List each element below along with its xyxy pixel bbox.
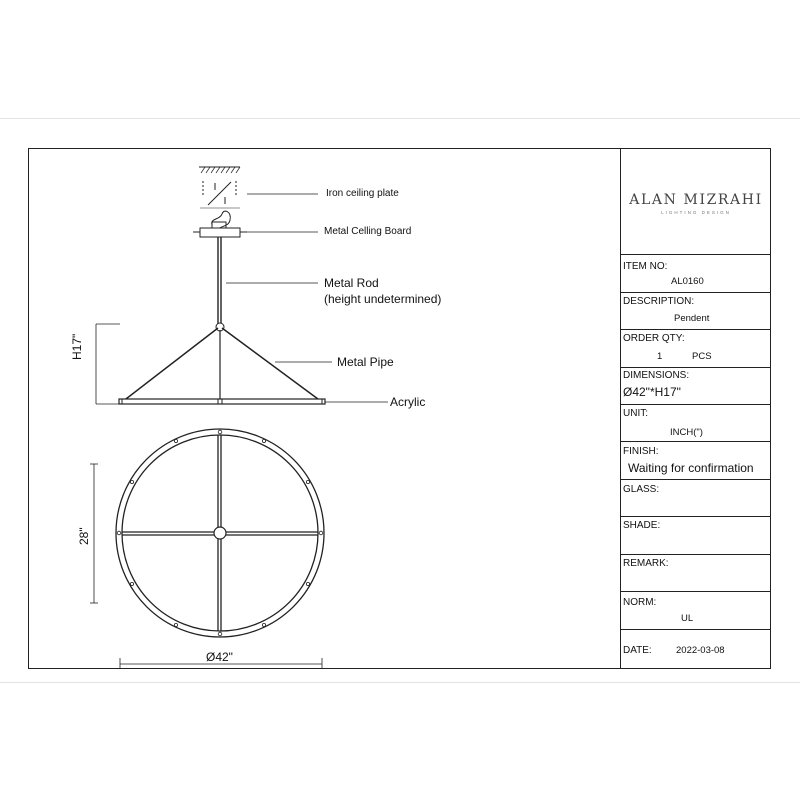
- callout-ceiling-board: Metal Celling Board: [324, 226, 412, 237]
- tb-line: [620, 516, 771, 517]
- tb-line: [620, 441, 771, 442]
- diameter-label: Ø42": [206, 650, 233, 664]
- order-qty-value: 1: [657, 351, 663, 362]
- unit-value: INCH("): [670, 427, 703, 438]
- order-qty-label: ORDER QTY:: [623, 333, 685, 344]
- norm-value: UL: [681, 613, 694, 624]
- date-value: 2022-03-08: [676, 645, 725, 656]
- shade-label: SHADE:: [623, 520, 661, 531]
- tb-line: [620, 554, 771, 555]
- brand-logo: ALAN MIZRAHI: [629, 192, 763, 208]
- finish-label: FINISH:: [623, 446, 659, 457]
- glass-label: GLASS:: [623, 484, 660, 495]
- callout-rod: Metal Rod: [324, 276, 379, 290]
- item-no-label: ITEM NO:: [623, 261, 668, 272]
- plan-view: [116, 429, 324, 637]
- tb-line: [620, 629, 771, 630]
- tb-line: [620, 479, 771, 480]
- ceiling-board: [200, 228, 240, 237]
- dimensions-label: DIMENSIONS:: [623, 370, 690, 381]
- tb-line: [620, 254, 771, 255]
- ring-height-dimension: [90, 464, 98, 603]
- brand-tagline: LIGHTING DESIGN: [661, 210, 731, 215]
- description-value: Pendent: [674, 313, 710, 324]
- height-dimension: [96, 324, 120, 404]
- tb-line: [620, 367, 771, 368]
- wire-connector: [212, 211, 231, 228]
- callout-acrylic: Acrylic: [390, 395, 426, 409]
- iron-ceiling-plate: [200, 181, 240, 208]
- callout-iron-plate: Iron ceiling plate: [326, 188, 399, 199]
- ceiling-hatch: [199, 167, 240, 173]
- callout-rod-note: (height undetermined): [324, 292, 442, 306]
- description-label: DESCRIPTION:: [623, 296, 695, 307]
- ring-height-label: 28": [77, 527, 91, 545]
- callout-pipe: Metal Pipe: [337, 355, 394, 369]
- tb-line: [620, 404, 771, 405]
- metal-pipe-left: [122, 328, 218, 402]
- date-label: DATE:: [623, 645, 652, 656]
- dimensions-value: Ø42"*H17": [623, 385, 681, 399]
- tb-line: [620, 292, 771, 293]
- item-no-value: AL0160: [671, 276, 704, 287]
- remark-label: REMARK:: [623, 558, 669, 569]
- tb-line: [620, 329, 771, 330]
- unit-label: UNIT:: [623, 408, 648, 419]
- metal-pipe-right: [222, 328, 322, 402]
- order-qty-unit: PCS: [692, 351, 712, 362]
- height-label: H17": [70, 333, 84, 360]
- finish-value: Waiting for confirmation: [628, 461, 754, 475]
- norm-label: NORM:: [623, 597, 657, 608]
- tb-line: [620, 591, 771, 592]
- hub: [216, 323, 224, 331]
